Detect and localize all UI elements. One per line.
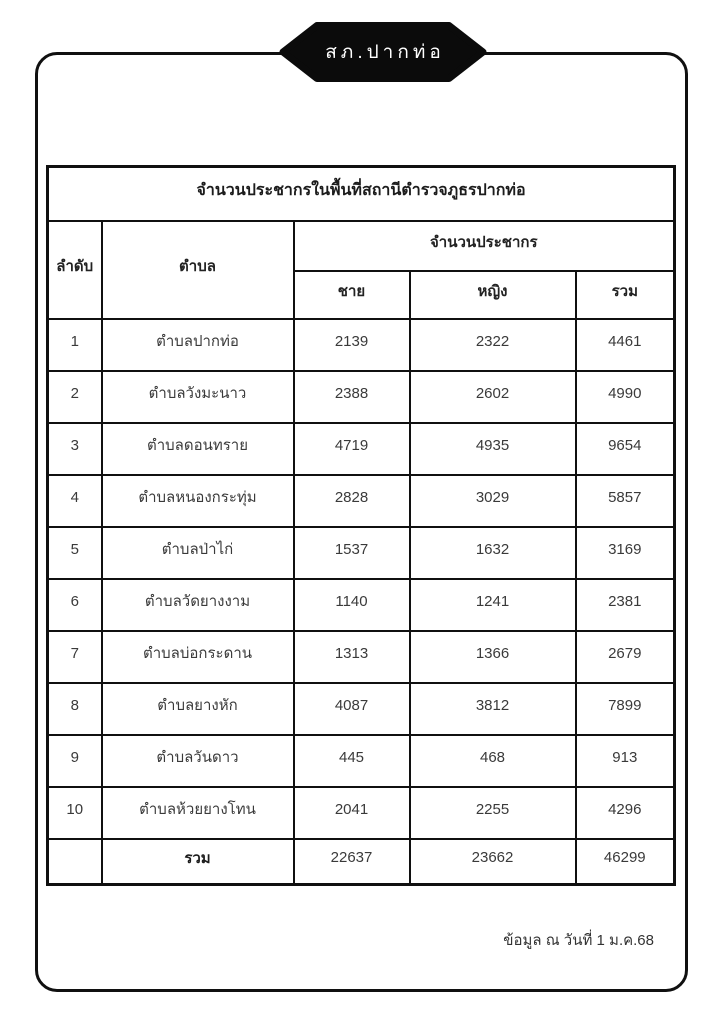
row-female: 1241 xyxy=(410,579,576,631)
total-row-label: รวม xyxy=(102,839,294,885)
header-population-group: จำนวนประชากร xyxy=(294,221,675,271)
table-row xyxy=(48,423,675,475)
row-subdistrict: ตำบลปากท่อ xyxy=(102,319,294,371)
row-female: 468 xyxy=(410,735,576,787)
row-subdistrict: ตำบลหนองกระทุ่ม xyxy=(102,475,294,527)
table-row xyxy=(48,319,675,371)
row-female: 2255 xyxy=(410,787,576,839)
header-male: ชาย xyxy=(294,271,410,319)
table-total-row xyxy=(48,839,675,885)
row-no: 2 xyxy=(48,371,102,423)
table-row xyxy=(48,475,675,527)
row-male: 2388 xyxy=(294,371,410,423)
row-subdistrict: ตำบลห้วยยางโทน xyxy=(102,787,294,839)
row-female: 3029 xyxy=(410,475,576,527)
table-title-row xyxy=(48,167,675,221)
table-row xyxy=(48,371,675,423)
row-no: 8 xyxy=(48,683,102,735)
station-banner-label: สภ.ปากท่อ xyxy=(325,42,445,63)
row-total: 9654 xyxy=(576,423,675,475)
row-no: 6 xyxy=(48,579,102,631)
row-no: 5 xyxy=(48,527,102,579)
row-female: 4935 xyxy=(410,423,576,475)
row-total: 7899 xyxy=(576,683,675,735)
row-male: 2828 xyxy=(294,475,410,527)
row-no: 9 xyxy=(48,735,102,787)
row-subdistrict: ตำบลบ่อกระดาน xyxy=(102,631,294,683)
table-body xyxy=(48,167,675,885)
row-female: 1632 xyxy=(410,527,576,579)
total-row-male: 22637 xyxy=(294,839,410,885)
row-subdistrict: ตำบลยางหัก xyxy=(102,683,294,735)
row-male: 1140 xyxy=(294,579,410,631)
row-no: 1 xyxy=(48,319,102,371)
table-row xyxy=(48,579,675,631)
row-total: 913 xyxy=(576,735,675,787)
row-total: 4990 xyxy=(576,371,675,423)
row-female: 2322 xyxy=(410,319,576,371)
header-female: หญิง xyxy=(410,271,576,319)
row-female: 3812 xyxy=(410,683,576,735)
row-subdistrict: ตำบลวันดาว xyxy=(102,735,294,787)
row-male: 2139 xyxy=(294,319,410,371)
row-total: 4461 xyxy=(576,319,675,371)
row-male: 2041 xyxy=(294,787,410,839)
row-total: 5857 xyxy=(576,475,675,527)
total-row-no xyxy=(48,839,102,885)
row-subdistrict: ตำบลดอนทราย xyxy=(102,423,294,475)
data-as-of-note: ข้อมูล ณ วันที่ 1 ม.ค.68 xyxy=(503,932,654,949)
row-female: 1366 xyxy=(410,631,576,683)
row-female: 2602 xyxy=(410,371,576,423)
row-total: 4296 xyxy=(576,787,675,839)
population-table xyxy=(46,165,676,886)
table-row xyxy=(48,683,675,735)
row-male: 445 xyxy=(294,735,410,787)
row-subdistrict: ตำบลวัดยางงาม xyxy=(102,579,294,631)
table-row xyxy=(48,527,675,579)
row-no: 10 xyxy=(48,787,102,839)
row-male: 4719 xyxy=(294,423,410,475)
row-total: 3169 xyxy=(576,527,675,579)
header-total: รวม xyxy=(576,271,675,319)
header-subdistrict: ตำบล xyxy=(102,221,294,319)
row-male: 1537 xyxy=(294,527,410,579)
row-no: 7 xyxy=(48,631,102,683)
table-row xyxy=(48,631,675,683)
row-total: 2679 xyxy=(576,631,675,683)
row-subdistrict: ตำบลป่าไก่ xyxy=(102,527,294,579)
station-banner xyxy=(278,21,488,83)
row-male: 4087 xyxy=(294,683,410,735)
table-row xyxy=(48,735,675,787)
table-header-row-top xyxy=(48,221,675,271)
header-no: ลำดับ xyxy=(48,221,102,319)
row-no: 3 xyxy=(48,423,102,475)
row-total: 2381 xyxy=(576,579,675,631)
total-row-total: 46299 xyxy=(576,839,675,885)
total-row-female: 23662 xyxy=(410,839,576,885)
table-row xyxy=(48,787,675,839)
table-title: จำนวนประชากรในพื้นที่สถานีตำรวจภูธรปากท่อ xyxy=(48,167,675,221)
row-male: 1313 xyxy=(294,631,410,683)
row-subdistrict: ตำบลวังมะนาว xyxy=(102,371,294,423)
row-no: 4 xyxy=(48,475,102,527)
